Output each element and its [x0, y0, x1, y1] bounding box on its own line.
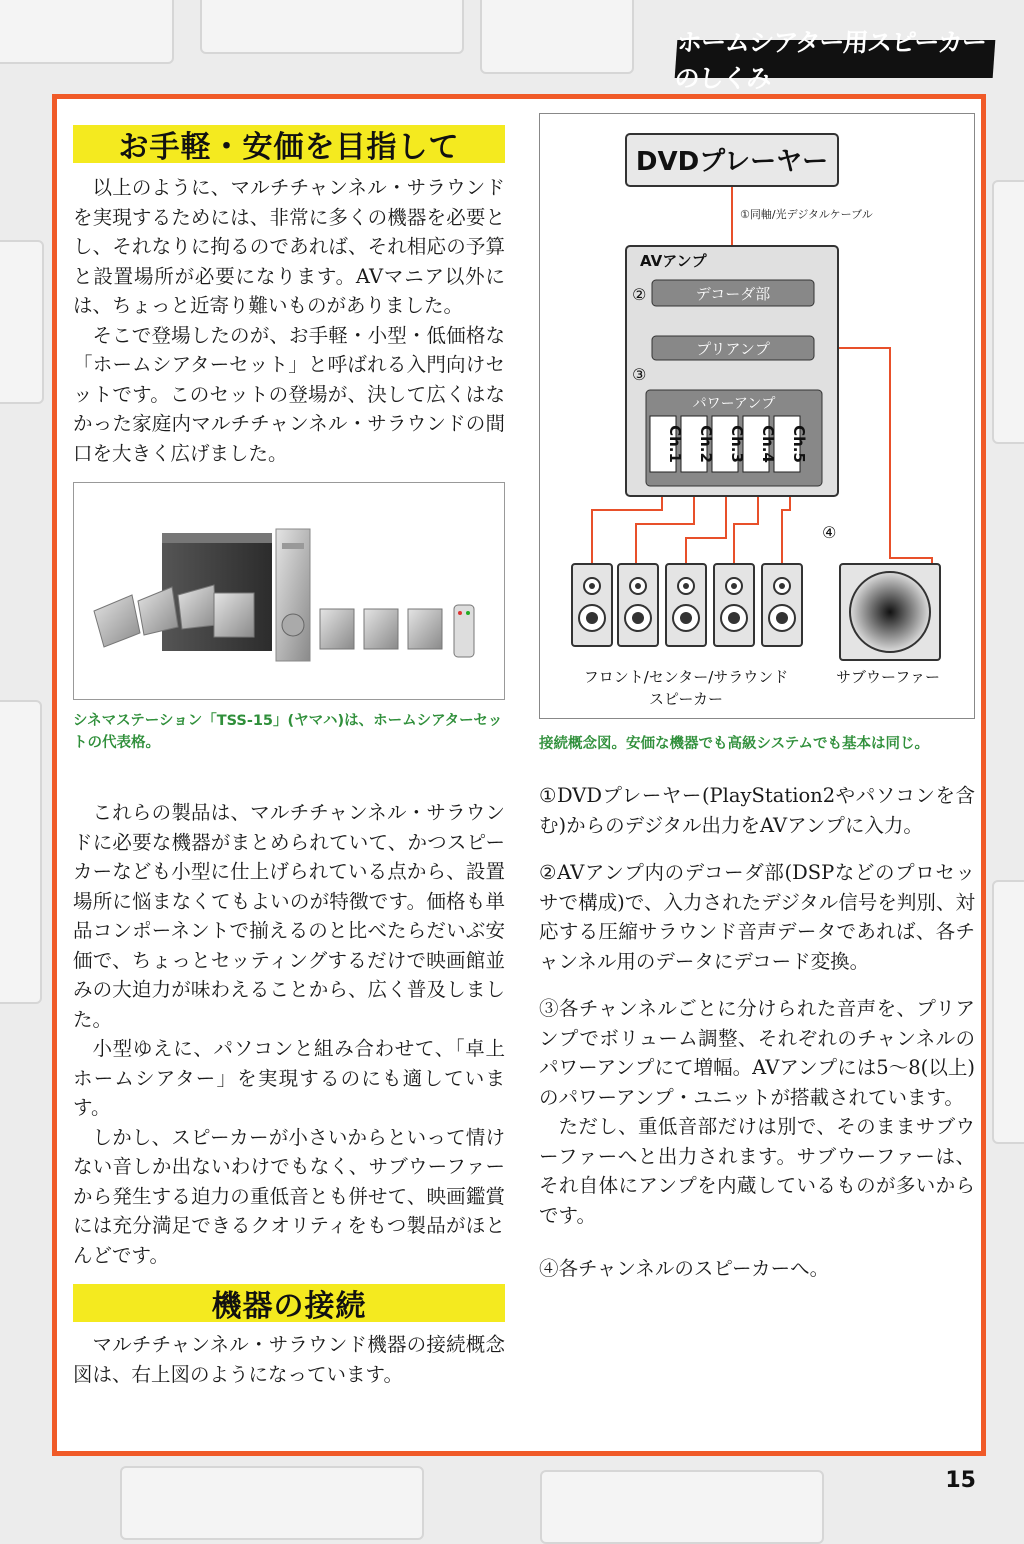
marker-4: ④ [822, 523, 837, 542]
subwoofer-label: サブウーファー [836, 668, 940, 686]
av-amp-label: AVアンプ [640, 252, 707, 270]
speaker-label: フロント/センター/サラウンド [583, 668, 789, 686]
poweramp-label: パワーアンプ [692, 396, 776, 412]
heading-affordable: お手軽・安価を目指して [73, 125, 505, 163]
paragraph: マルチチャンネル・サラウンド機器の接続概念図は、右上図のようになっています。 [73, 1333, 505, 1386]
paragraph: そこで登場したのが、お手軽・小型・低価格な「ホームシアターセット」と呼ばれる入門向けセットです。このセットの登場が、決して広くはなかった家庭内マルチチャンネル・サラウンドの間口を大きく広げました。 [73, 323, 505, 465]
right-column [539, 113, 975, 1284]
home-theater-set-image [74, 483, 505, 699]
explanation-item-2: ②AVアンプ内のデコーダ部(DSPなどのプロセッサで構成)で、入力されたデジタル信号を判別、対応する圧縮サラウンド音声データであれば、各チャンネル用のデータにデコード変換。 [539, 861, 975, 973]
connection-diagram [539, 113, 975, 719]
diagram-caption: 接続概念図。安価な機器でも高級システムでも基本は同じ。 [539, 736, 930, 752]
left-column [73, 125, 505, 1389]
explanation-item-3b: ただし、重低音部だけは別で、そのままサブウーファーへと出力されます。サブウーファーは、それ自体にアンプを内蔵しているものが多いからです。 [539, 1115, 975, 1227]
explanation-item-4: ④各チャンネルのスピーカーへ。 [539, 1257, 830, 1280]
paragraph: 以上のように、マルチチャンネル・サラウンドを実現するためには、非常に多くの機器を必要とし、それなりに拘るのであれば、それ相応の予算と設置場所が必要になります。AVマニア以外には、ちょっと近寄り難いものがありました。 [73, 176, 505, 317]
photo-caption: シネマステーション「TSS-15」(ヤマハ)は、ホームシアターセットの代表格。 [73, 713, 503, 751]
dvd-label: DVDプレーヤー [635, 147, 829, 177]
explanation-item-3: ③各チャンネルごとに分けられた音声を、プリアンプでボリューム調整、それぞれのチャンネルのパワーアンプにて増幅。AVアンプには5～8(以上)のパワーアンプ・ユニットが搭載されています。 [539, 997, 975, 1109]
channel-label: Ch.2 [697, 425, 715, 463]
paragraph: 小型ゆえに、パソコンと組み合わせて、「卓上ホームシアター」を実現するのにも適しています。 [73, 1037, 505, 1119]
cable-label: ①同軸/光デジタルケーブル [740, 208, 873, 221]
preamp-label: プリアンプ [696, 340, 770, 358]
heading-connection: 機器の接続 [73, 1284, 505, 1322]
channel-label: Ch.3 [728, 425, 746, 463]
section-header-tab: ホームシアター用スピーカーのしくみ [675, 40, 996, 78]
decoder-label: デコーダ部 [695, 285, 771, 303]
channel-label: Ch.4 [759, 425, 777, 463]
marker-3: ③ [632, 365, 647, 384]
content-frame [52, 94, 986, 1456]
paragraph: しかし、スピーカーが小さいからといって情けない音しか出ないわけでもなく、サブウーファーから発生する迫力の重低音とも併せて、映画鑑賞には充分満足できるクオリティをもつ製品がほとんどです。 [73, 1125, 505, 1267]
satellite-speakers [572, 564, 802, 646]
paragraph: これらの製品は、マルチチャンネル・サラウンドに必要な機器がまとめられていて、かつスピーカーなども小型に仕上げられている点から、設置場所に悩まなくてもよいのが特徴です。価格も単品コンポーネントで揃えるのと比べたらだいぶ安価で、ちょっとセッティングするだけで映画館並みの大迫力が味わえることから、広く普及しました。 [73, 801, 505, 1031]
speaker-label-2: スピーカー [648, 690, 724, 708]
product-photo [73, 482, 505, 700]
marker-2: ② [632, 285, 647, 304]
explanation-item-1: ①DVDプレーヤー(PlayStation2やパソコンを含む)からのデジタル出力をAVアンプに入力。 [539, 784, 975, 837]
subwoofer-cone [850, 572, 930, 652]
channel-label: Ch.5 [790, 425, 808, 463]
page-number: 15 [945, 1468, 976, 1493]
channel-label: Ch.1 [666, 425, 684, 463]
